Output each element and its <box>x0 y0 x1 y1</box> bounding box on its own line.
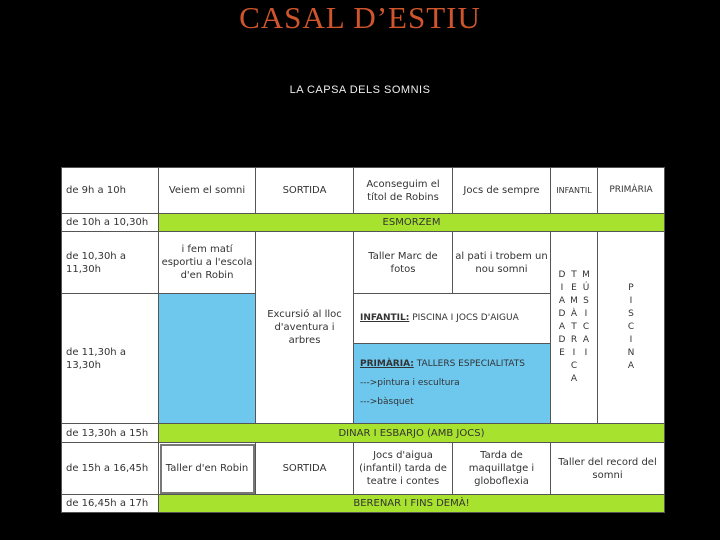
vertical-letter: D <box>558 335 566 345</box>
activity-cell: Taller d'en Robin <box>159 443 256 495</box>
vertical-letter: A <box>558 322 566 332</box>
vertical-letter: M <box>570 296 578 306</box>
vertical-letter: E <box>571 283 577 293</box>
primaria-text: TALLERS ESPECIALITATS <box>416 359 525 369</box>
time-cell: de 16,45h a 17h <box>62 495 159 513</box>
primaria-block <box>354 344 551 424</box>
vertical-letter: C <box>570 361 578 371</box>
vertical-letter: A <box>627 361 635 371</box>
activity-cell: Excursió al lloc d'aventura i arbres <box>256 232 354 424</box>
vertical-letter: T <box>571 270 577 280</box>
vertical-dades <box>556 269 568 360</box>
vertical-letter: D <box>558 270 566 280</box>
primaria-line-1: --->pintura i escultura <box>360 378 460 388</box>
vertical-letter: I <box>572 348 576 358</box>
page-subtitle: LA CAPSA DELS SOMNIS <box>289 84 431 96</box>
vertical-letter: A <box>558 296 566 306</box>
activity-cell: Tarda de maquillatge i globoflexia <box>453 443 551 495</box>
time-cell: de 11,30h a 13,30h <box>62 294 159 424</box>
break-cell: ESMORZEM <box>159 214 665 232</box>
vertical-text-cell <box>551 232 598 424</box>
table-row <box>62 232 665 294</box>
vertical-letter: I <box>629 296 633 306</box>
infantil-label: INFANTIL: <box>360 313 410 323</box>
time-cell: de 15h a 16,45h <box>62 443 159 495</box>
vertical-letter: S <box>628 309 634 319</box>
table-row <box>62 495 665 513</box>
infantil-line <box>354 294 551 344</box>
vertical-piscina <box>625 282 637 373</box>
activity-cell: Jocs de sempre <box>453 168 551 214</box>
vertical-letter: S <box>583 296 589 306</box>
vertical-letter: I <box>584 348 588 358</box>
vertical-letter: Ú <box>582 283 590 293</box>
table-row <box>62 214 665 232</box>
activity-cell: Taller del record del somni <box>551 443 665 495</box>
table-row <box>62 443 665 495</box>
vertical-letter: À <box>570 309 578 319</box>
activity-cell: Aconseguim el títol de Robins <box>354 168 453 214</box>
time-cell: de 10,30h a 11,30h <box>62 232 159 294</box>
activity-cell: i fem matí esportiu a l'escola d'en Robin <box>159 232 256 294</box>
infantil-text: PISCINA I JOCS D'AIGUA <box>412 313 519 323</box>
lunch-cell: DINAR I ESBARJO (AMB JOCS) <box>159 424 665 443</box>
vertical-piscina-cell <box>598 232 665 424</box>
vertical-letter: C <box>582 322 590 332</box>
vertical-letter: T <box>571 322 577 332</box>
vertical-letter: M <box>582 270 590 280</box>
activity-cell: Jocs d'aigua (infantil) tarda de teatre i contes <box>354 443 453 495</box>
blue-cell <box>159 294 256 424</box>
page-title: CASAL D’ESTIU <box>239 0 481 35</box>
activity-cell: SORTIDA <box>256 168 354 214</box>
vertical-letter: R <box>570 335 578 345</box>
vertical-letter: I <box>629 335 633 345</box>
vertical-letter: I <box>584 309 588 319</box>
vertical-letter: I <box>560 283 564 293</box>
time-cell: de 9h a 10h <box>62 168 159 214</box>
activity-cell: SORTIDA <box>256 443 354 495</box>
vertical-letter: A <box>582 335 590 345</box>
activity-cell: Taller Marc de fotos <box>354 232 453 294</box>
schedule-table <box>61 167 665 513</box>
primaria-label: PRIMÀRIA: <box>360 359 414 369</box>
primaria-line-2: --->bàsquet <box>360 397 414 407</box>
vertical-letter: C <box>627 322 635 332</box>
primaria-header: PRIMÀRIA <box>598 168 665 214</box>
vertical-letter: P <box>628 283 634 293</box>
vertical-letter: D <box>558 309 566 319</box>
activity-cell: al pati i trobem un nou somni <box>453 232 551 294</box>
infantil-header: INFANTIL <box>551 168 598 214</box>
table-row <box>62 424 665 443</box>
vertical-musica <box>580 269 592 360</box>
vertical-letter: N <box>627 348 635 358</box>
snack-cell: BERENAR I FINS DEMÀ! <box>159 495 665 513</box>
time-cell: de 10h a 10,30h <box>62 214 159 232</box>
time-cell: de 13,30h a 15h <box>62 424 159 443</box>
activity-cell: Veiem el somni <box>159 168 256 214</box>
table-row <box>62 168 665 214</box>
vertical-tematic <box>568 269 580 386</box>
vertical-letter: A <box>570 374 578 384</box>
vertical-letter: E <box>559 348 565 358</box>
